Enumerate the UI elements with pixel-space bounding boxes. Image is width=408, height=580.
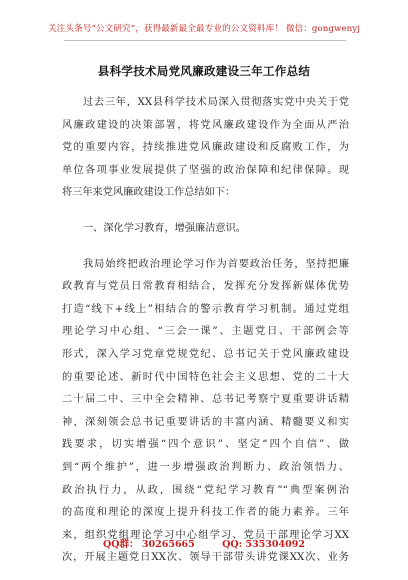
section-line: 神，深刻领会总书记重要讲话的丰富内涵、精髓要义和实 xyxy=(62,416,349,428)
section-line: 政教育与党员日常教育相结合，发挥充分发挥新媒体优势 xyxy=(62,281,349,293)
intro-line: 将三年来党风廉政建设工作总结如下： xyxy=(62,187,236,199)
intro-line: 风廉政建设的决策部署，将党风廉政建设作为全面从严治 xyxy=(62,119,349,131)
document-title: 县科学技术局党风廉政建设三年工作总结 xyxy=(97,64,311,78)
section-line: 的重要论述、新时代中国特色社会主义思想、党的二十大 xyxy=(62,371,349,383)
section-line: 二十届二中、三中全会精神、总书记考察宁夏重要讲话精 xyxy=(62,394,349,406)
section-line: 政治执行力，从政，围绕“党纪学习教育”“典型案例治 xyxy=(62,484,349,496)
header-banner: 关注头条号“公文研究”，获得最新最全最专业的公文资料库！ 微信：gongwenyj xyxy=(47,24,361,34)
document-body xyxy=(62,92,349,570)
section-line: 的高度和理论的深度上提升科技工作者的能力素养。三年 xyxy=(62,507,349,519)
footer-contact xyxy=(0,536,408,550)
section-line: 次，开展主题党日XX次、领导干部带头讲党课XX次、业务 xyxy=(62,552,349,564)
section-heading: 一、深化学习教育，增强廉洁意识。 xyxy=(83,222,246,234)
section-line: 来，组织党组理论学习中心组学习、党员干部理论学习XX xyxy=(62,529,349,541)
paragraph-gap xyxy=(62,205,349,218)
footer-qq-number: QQ: 535304092 xyxy=(222,539,305,550)
section-line: 打造“线下+线上”相结合的警示教育学习机制。通过党组 xyxy=(62,303,349,315)
section-line: 形式，深入学习党章党规党纪、总书记关于党风廉政建设 xyxy=(62,348,349,360)
section-line: 我局始终把政治理论学习作为首要政治任务，坚持把廉 xyxy=(83,258,349,270)
paragraph-gap xyxy=(62,241,349,254)
section-line: 到“两个维护”，进一步增强政治判断力、政治领悟力、 xyxy=(62,461,349,473)
footer-qq-group: QQ群： 30265665 xyxy=(103,539,195,550)
header-divider xyxy=(64,40,346,41)
intro-line: 过去三年，XX县科学技术局深入贯彻落实党中央关于党 xyxy=(83,97,349,108)
intro-line: 单位各项事业发展提供了坚强的政治保障和纪律保障。现 xyxy=(62,164,349,176)
section-line: 理论学习中心组、“三会一课”、主题党日、干部例会等 xyxy=(62,326,349,338)
section-line: 践要求，切实增强“四个意识”、坚定“四个自信”、做 xyxy=(62,439,349,451)
intro-line: 党的重要内容，持续推进党风廉政建设和反腐败工作，为 xyxy=(62,142,349,154)
